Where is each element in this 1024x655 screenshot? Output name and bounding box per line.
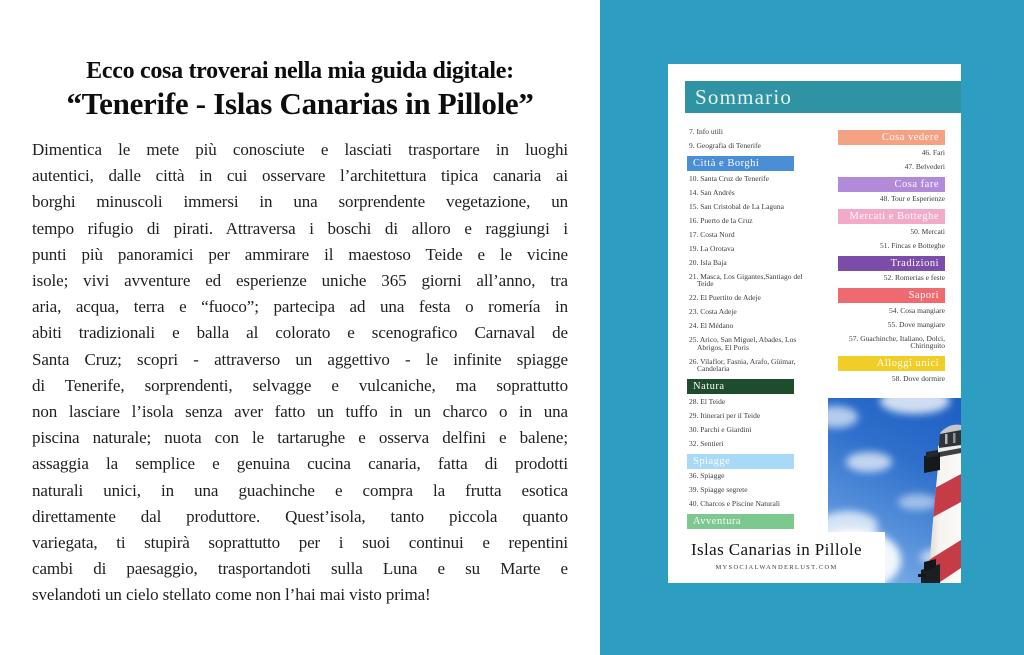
toc-entry: 51. Fincas e Botteghe — [880, 240, 945, 250]
toc-entry: 40. Charcos e Piscine Naturali — [689, 499, 781, 508]
sommario-title: Sommario — [695, 84, 793, 109]
footer-title: Islas Canarias in Pillole — [690, 540, 862, 559]
toc-entry: 26. Vilaflor, Fasnia, Arafo, Güimar, Candelaria — [689, 356, 796, 373]
toc-section-band: Alloggi unici — [838, 356, 945, 371]
toc-section-band: Mercati e Botteghe — [838, 209, 945, 224]
toc-entry: 57. Guachinche, Italiano, Dolci, Chiringuito — [848, 333, 945, 350]
toc-section-band: Città e Borghi — [687, 156, 794, 171]
toc-entry: 46. Fari — [921, 147, 945, 157]
toc-entry: 47. Belvederi — [904, 161, 945, 171]
toc-entry: 21. Masca, Los Gigantes,Santiago del Teide — [689, 271, 803, 288]
toc-entry: 52. Romerias e feste — [883, 273, 945, 282]
body-line: naturali unici, in una guachinche e compra la frutta esotica — [32, 480, 568, 500]
page-title-line1: Ecco cosa troverai nella mia guida digitale: — [86, 58, 514, 84]
body-line: autentici, dalle città in cui osservare l’architettura tipica canaria ai — [32, 166, 568, 186]
toc-entry: 55. Dove mangiare — [887, 319, 945, 329]
body-line: assaggia la semplice e genuina cucina canaria, fatta di prodotti — [32, 454, 568, 474]
toc-entry: 30. Parchi e Giardini — [689, 424, 752, 434]
body-paragraph — [32, 137, 568, 609]
toc-entry: 9. Geografia di Tenerife — [689, 141, 761, 150]
body-line: piscina naturale; nuota con le tartarughe e osserva delfini e balene; — [32, 428, 568, 448]
toc-entry: 19. La Orotava — [689, 243, 735, 253]
toc-entry: 15. San Cristobal de La Laguna — [689, 201, 784, 211]
sommario-header-bar — [685, 81, 961, 113]
body-line: non lasciare l’isola senza aver fatto un tuffo in un charco o in una — [32, 402, 568, 422]
toc-entry: 20. Isla Baja — [689, 257, 727, 267]
footer-website: MYSOCIALWANDERLUST.COM — [715, 564, 838, 571]
toc-entry: 7. Info utili — [689, 127, 723, 136]
body-line: abiti tradizionali e balla al colorato e scenografico Carnaval de — [32, 323, 568, 343]
toc-section-band: Cosa fare — [838, 177, 945, 192]
body-line: isole; vivi avventure ed esperienze uniche 365 giorni all’anno, tra — [32, 271, 568, 291]
toc-entry: 28. El Teide — [689, 396, 726, 406]
card-footer — [668, 532, 885, 583]
toc-entry: 48. Tour e Esperienze — [879, 194, 945, 203]
body-line: aria, acqua, terra e “fuoco”; partecipa ad una festa o romería in — [32, 297, 568, 317]
toc-section-band: Avventura — [687, 514, 794, 529]
toc-entry: 50. Mercati — [910, 226, 945, 236]
toc-section-band: Natura — [687, 379, 794, 394]
body-line: di Tenerife, sorprendenti, selvagge e vulcaniche, ma soprattutto — [32, 375, 568, 395]
body-line: punti più panoramici per ammirare il maestoso Teide e le vicine — [32, 244, 568, 264]
sommario-card — [668, 64, 961, 583]
toc-right-column — [838, 129, 945, 389]
body-line: svelandoti un cielo stellato come non l’hai mai visto prima! — [32, 585, 431, 605]
toc-entry: 17. Costa Nord — [689, 229, 735, 239]
body-line: Santa Cruz; scopri - attraverso un aggettivo - le infinite spiagge — [32, 349, 568, 369]
toc-entry: 25. Arico, San Miguel, Abades, Los Abrigos, El Poris — [689, 335, 797, 352]
toc-entry: 58. Dove dormire — [891, 373, 945, 383]
toc-left-column — [687, 128, 809, 547]
toc-entry: 39. Spiagge segrete — [689, 485, 748, 494]
toc-section-band: Sapori — [838, 288, 945, 303]
toc-entry: 22. El Puertito de Adeje — [689, 293, 761, 302]
body-line: borghi minuscoli immersi in una sorprendente vegetazione, un — [32, 192, 568, 212]
body-line: cambi di paesaggio, trasportandoti sulla Luna e su Marte e — [32, 559, 568, 579]
toc-section-band: Spiagge — [687, 454, 794, 469]
toc-entry: 24. El Médano — [689, 321, 734, 330]
toc-entry: 54. Cosa mangiare — [888, 305, 945, 315]
toc-section-band: Tradizioni — [838, 256, 945, 271]
toc-entry: 32. Sentieri — [689, 438, 724, 448]
body-line: variegata, ti stupirà soprattutto per i suoi continui e repentini — [32, 533, 568, 553]
page-title-line2: “Tenerife - Islas Canarias in Pillole” — [66, 86, 534, 121]
toc-entry: 23. Costa Adeje — [689, 307, 737, 316]
toc-section-band: Cosa vedere — [838, 130, 945, 145]
right-panel — [600, 0, 1024, 655]
toc-entry: 29. Itinerari per il Teide — [689, 410, 761, 420]
toc-entry: 16. Puerto de la Cruz — [689, 215, 753, 225]
toc-entry: 14. San Andrés — [689, 187, 735, 197]
toc-entry: 36. Spiagge — [689, 471, 725, 480]
toc-entry: 10. Santa Cruz de Tenerife — [689, 173, 769, 183]
body-line: Dimentica le mete più conosciute e lasciati trasportare in luoghi — [32, 140, 568, 159]
body-line: tempo rifugio di pirati. Attraversa i boschi di alloro e raggiungi i — [32, 218, 568, 238]
body-line: direttamente dal produttore. Quest’isola, tanto piccola quanto — [32, 506, 568, 526]
